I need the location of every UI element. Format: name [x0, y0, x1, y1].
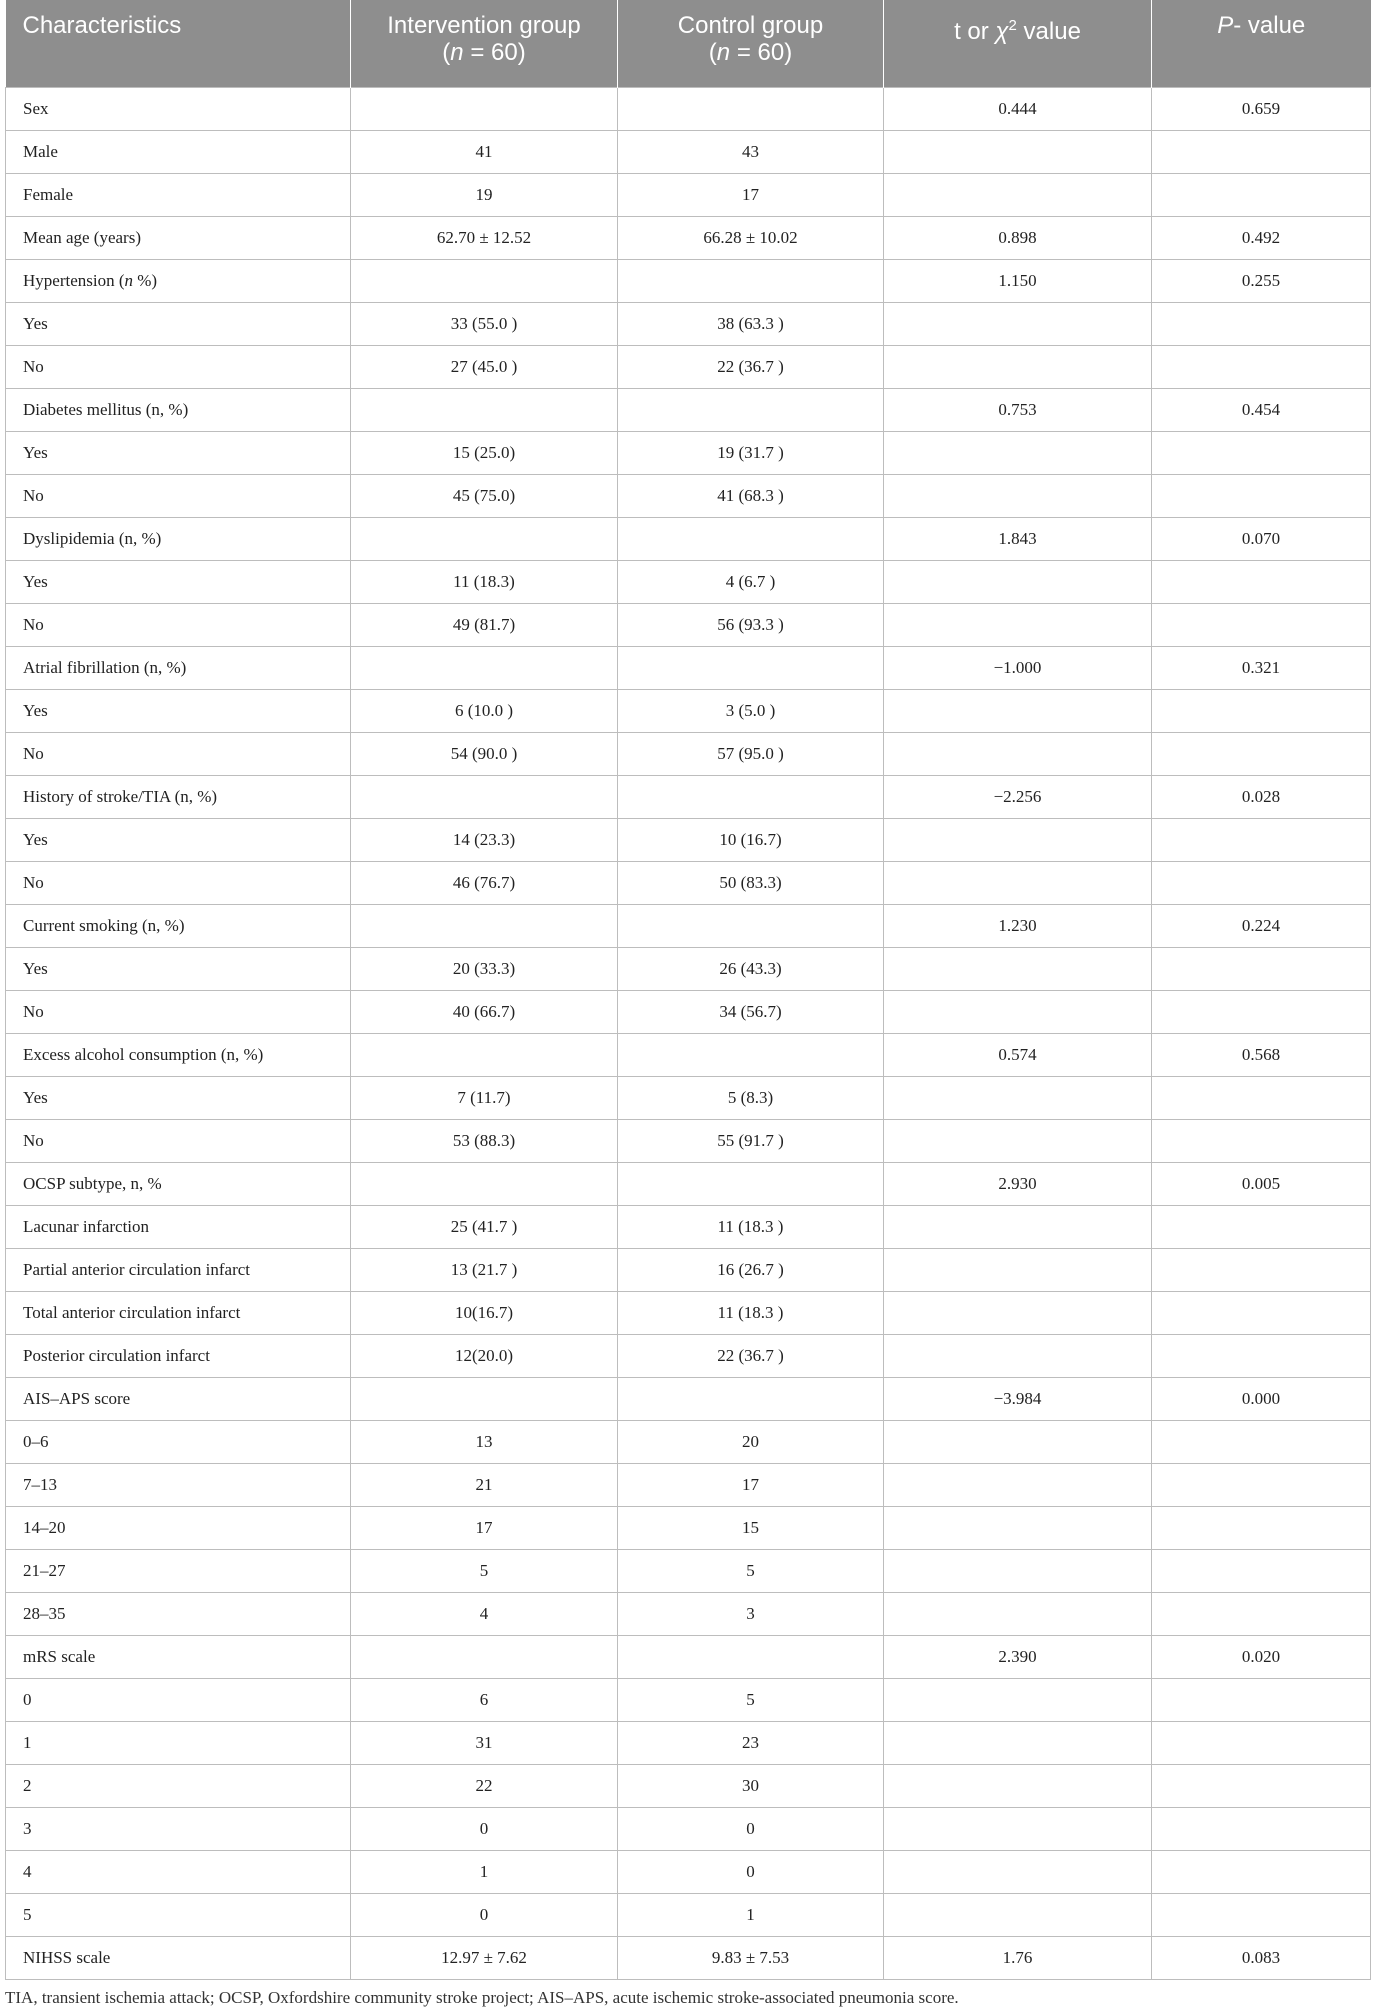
header-control-n: n [716, 39, 731, 66]
cell-intervention: 41 [351, 130, 618, 173]
cell-test-statistic [884, 1807, 1152, 1850]
cell-test-statistic: 0.444 [884, 87, 1152, 130]
header-stat-prefix: t or [954, 18, 996, 45]
table-row [6, 87, 1371, 130]
cell-p-value [1152, 1893, 1371, 1936]
cell-test-statistic: 0.574 [884, 1033, 1152, 1076]
cell-p-value: 0.070 [1152, 517, 1371, 560]
cell-p-value: 0.028 [1152, 775, 1371, 818]
header-characteristics-label: Characteristics [22, 12, 182, 39]
cell-intervention: 40 (66.7) [351, 990, 618, 1033]
cell-control: 50 (83.3) [618, 861, 884, 904]
cell-test-statistic [884, 431, 1152, 474]
cell-characteristic: Yes [6, 431, 351, 474]
cell-characteristic: Total anterior circulation infarct [6, 1291, 351, 1334]
cell-characteristic: 21–27 [6, 1549, 351, 1592]
cell-control [618, 259, 884, 302]
table-row [6, 302, 1371, 345]
cell-control: 16 (26.7 ) [618, 1248, 884, 1291]
cell-intervention [351, 1162, 618, 1205]
cell-intervention: 46 (76.7) [351, 861, 618, 904]
cell-intervention: 7 (11.7) [351, 1076, 618, 1119]
cell-intervention: 12(20.0) [351, 1334, 618, 1377]
cell-intervention: 17 [351, 1506, 618, 1549]
cell-test-statistic [884, 1420, 1152, 1463]
table-row [6, 1076, 1371, 1119]
cell-p-value [1152, 173, 1371, 216]
cell-test-statistic [884, 1076, 1152, 1119]
cell-test-statistic: 1.230 [884, 904, 1152, 947]
cell-test-statistic: 2.390 [884, 1635, 1152, 1678]
cell-p-value [1152, 431, 1371, 474]
cell-p-value [1152, 1119, 1371, 1162]
cell-intervention: 13 [351, 1420, 618, 1463]
cell-characteristic: Yes [6, 302, 351, 345]
cell-control [618, 517, 884, 560]
cell-p-value: 0.659 [1152, 87, 1371, 130]
cell-characteristic: 28–35 [6, 1592, 351, 1635]
cell-intervention: 31 [351, 1721, 618, 1764]
header-stat-suffix: value [1016, 18, 1081, 45]
cell-control: 38 (63.3 ) [618, 302, 884, 345]
cell-characteristic: No [6, 990, 351, 1033]
header-row [6, 0, 1371, 87]
cell-characteristic: No [6, 474, 351, 517]
cell-characteristic: Diabetes mellitus (n, %) [6, 388, 351, 431]
cell-test-statistic: −1.000 [884, 646, 1152, 689]
cell-control: 56 (93.3 ) [618, 603, 884, 646]
cell-test-statistic [884, 1721, 1152, 1764]
cell-characteristic: 0–6 [6, 1420, 351, 1463]
cell-test-statistic: 1.843 [884, 517, 1152, 560]
cell-intervention: 13 (21.7 ) [351, 1248, 618, 1291]
cell-intervention [351, 259, 618, 302]
cell-test-statistic [884, 130, 1152, 173]
cell-intervention: 5 [351, 1549, 618, 1592]
cell-control: 23 [618, 1721, 884, 1764]
header-intervention-count: = 60) [463, 39, 526, 66]
cell-intervention: 0 [351, 1893, 618, 1936]
cell-test-statistic [884, 1205, 1152, 1248]
cell-p-value: 0.083 [1152, 1936, 1371, 1979]
cell-characteristic: Hypertension (n %) [6, 259, 351, 302]
table-row [6, 689, 1371, 732]
cell-test-statistic [884, 173, 1152, 216]
cell-characteristic: 3 [6, 1807, 351, 1850]
cell-control [618, 1377, 884, 1420]
cell-test-statistic [884, 947, 1152, 990]
cell-test-statistic [884, 474, 1152, 517]
cell-control: 4 (6.7 ) [618, 560, 884, 603]
cell-intervention: 33 (55.0 ) [351, 302, 618, 345]
cell-control: 19 (31.7 ) [618, 431, 884, 474]
cell-control: 22 (36.7 ) [618, 345, 884, 388]
cell-p-value [1152, 1076, 1371, 1119]
cell-intervention: 20 (33.3) [351, 947, 618, 990]
cell-p-value [1152, 345, 1371, 388]
cell-characteristic: 4 [6, 1850, 351, 1893]
cell-control [618, 1162, 884, 1205]
cell-p-value [1152, 1248, 1371, 1291]
header-p-suffix: - value [1233, 12, 1306, 39]
cell-characteristic: AIS–APS score [6, 1377, 351, 1420]
header-p-letter: P [1217, 12, 1234, 39]
cell-intervention [351, 1635, 618, 1678]
table-body [6, 87, 1371, 1979]
cell-intervention [351, 1377, 618, 1420]
cell-p-value: 0.224 [1152, 904, 1371, 947]
table-row [6, 1721, 1371, 1764]
table-row [6, 904, 1371, 947]
header-control-label: Control group [677, 12, 824, 39]
cell-test-statistic [884, 1592, 1152, 1635]
cell-characteristic: Excess alcohol consumption (n, %) [6, 1033, 351, 1076]
cell-test-statistic [884, 603, 1152, 646]
cell-test-statistic [884, 861, 1152, 904]
cell-characteristic: Atrial fibrillation (n, %) [6, 646, 351, 689]
cell-control: 26 (43.3) [618, 947, 884, 990]
cell-control: 43 [618, 130, 884, 173]
cell-intervention: 0 [351, 1807, 618, 1850]
cell-test-statistic [884, 1248, 1152, 1291]
cell-p-value [1152, 1291, 1371, 1334]
table-row [6, 1463, 1371, 1506]
cell-control: 30 [618, 1764, 884, 1807]
cell-control: 55 (91.7 ) [618, 1119, 884, 1162]
cell-test-statistic [884, 1334, 1152, 1377]
cell-control: 5 (8.3) [618, 1076, 884, 1119]
italic-n: n [124, 270, 134, 290]
table-row [6, 259, 1371, 302]
cell-test-statistic [884, 560, 1152, 603]
cell-p-value: 0.492 [1152, 216, 1371, 259]
table-row [6, 947, 1371, 990]
header-p-value [1152, 0, 1371, 87]
cell-p-value [1152, 130, 1371, 173]
cell-intervention: 27 (45.0 ) [351, 345, 618, 388]
cell-characteristic: No [6, 1119, 351, 1162]
cell-p-value [1152, 1807, 1371, 1850]
table-row [6, 216, 1371, 259]
table-row [6, 1936, 1371, 1979]
cell-intervention: 10(16.7) [351, 1291, 618, 1334]
cell-p-value [1152, 1463, 1371, 1506]
cell-characteristic: Partial anterior circulation infarct [6, 1248, 351, 1291]
cell-characteristic: 2 [6, 1764, 351, 1807]
cell-characteristic: No [6, 603, 351, 646]
table-row [6, 1807, 1371, 1850]
table-footnote: TIA, transient ischemia attack; OCSP, Oxfordshire community stroke project; AIS–APS, acute ischemic stroke-associated pneumonia score. [5, 1988, 959, 2007]
cell-characteristic: Yes [6, 560, 351, 603]
header-intervention-label: Intervention group [387, 12, 581, 39]
cell-intervention: 45 (75.0) [351, 474, 618, 517]
cell-p-value: 0.020 [1152, 1635, 1371, 1678]
cell-test-statistic: 1.150 [884, 259, 1152, 302]
cell-p-value [1152, 302, 1371, 345]
cell-p-value [1152, 1721, 1371, 1764]
cell-test-statistic [884, 732, 1152, 775]
table-row [6, 1549, 1371, 1592]
cell-control [618, 87, 884, 130]
cell-test-statistic [884, 1506, 1152, 1549]
cell-p-value [1152, 990, 1371, 1033]
cell-characteristic: Current smoking (n, %) [6, 904, 351, 947]
cell-control: 66.28 ± 10.02 [618, 216, 884, 259]
cell-p-value: 0.005 [1152, 1162, 1371, 1205]
cell-control [618, 646, 884, 689]
cell-characteristic: Yes [6, 689, 351, 732]
cell-test-statistic: 0.753 [884, 388, 1152, 431]
table-row [6, 1033, 1371, 1076]
cell-characteristic: Yes [6, 947, 351, 990]
cell-control: 11 (18.3 ) [618, 1291, 884, 1334]
cell-intervention: 53 (88.3) [351, 1119, 618, 1162]
cell-test-statistic: 1.76 [884, 1936, 1152, 1979]
table-row [6, 1162, 1371, 1205]
table-row [6, 1205, 1371, 1248]
cell-control [618, 388, 884, 431]
cell-characteristic: Yes [6, 818, 351, 861]
table-row [6, 646, 1371, 689]
cell-intervention: 4 [351, 1592, 618, 1635]
table-row [6, 1291, 1371, 1334]
header-characteristics [6, 0, 351, 87]
table-row [6, 1377, 1371, 1420]
cell-characteristic: No [6, 345, 351, 388]
cell-characteristic: Yes [6, 1076, 351, 1119]
cell-intervention [351, 388, 618, 431]
cell-characteristic: Sex [6, 87, 351, 130]
table-row [6, 1248, 1371, 1291]
table-row [6, 1592, 1371, 1635]
cell-p-value [1152, 818, 1371, 861]
cell-test-statistic [884, 302, 1152, 345]
cell-p-value [1152, 1420, 1371, 1463]
cell-p-value [1152, 1205, 1371, 1248]
cell-characteristic: 5 [6, 1893, 351, 1936]
cell-characteristic: No [6, 732, 351, 775]
cell-characteristic: 1 [6, 1721, 351, 1764]
header-stat-sup: 2 [1008, 17, 1017, 34]
cell-characteristic: OCSP subtype, n, % [6, 1162, 351, 1205]
cell-control: 15 [618, 1506, 884, 1549]
table-row [6, 861, 1371, 904]
table-row [6, 130, 1371, 173]
cell-intervention [351, 1033, 618, 1076]
table-row [6, 1334, 1371, 1377]
table-row [6, 1635, 1371, 1678]
table-row [6, 1893, 1371, 1936]
header-control-group: Control group (n = 60) [618, 0, 884, 87]
table-row [6, 560, 1371, 603]
cell-control: 11 (18.3 ) [618, 1205, 884, 1248]
table-row [6, 775, 1371, 818]
table-row [6, 517, 1371, 560]
cell-intervention: 12.97 ± 7.62 [351, 1936, 618, 1979]
cell-intervention [351, 87, 618, 130]
header-intervention-n: n [450, 39, 464, 66]
table-row [6, 1506, 1371, 1549]
table-row [6, 1420, 1371, 1463]
table-row [6, 1764, 1371, 1807]
cell-intervention: 11 (18.3) [351, 560, 618, 603]
cell-control: 3 (5.0 ) [618, 689, 884, 732]
cell-characteristic: No [6, 861, 351, 904]
table-row [6, 603, 1371, 646]
cell-test-statistic: −3.984 [884, 1377, 1152, 1420]
cell-characteristic: 14–20 [6, 1506, 351, 1549]
table-row [6, 345, 1371, 388]
cell-test-statistic [884, 345, 1152, 388]
cell-control [618, 775, 884, 818]
cell-p-value: 0.454 [1152, 388, 1371, 431]
table-row [6, 388, 1371, 431]
cell-characteristic: NIHSS scale [6, 1936, 351, 1979]
cell-control: 3 [618, 1592, 884, 1635]
cell-test-statistic [884, 818, 1152, 861]
table-row [6, 1850, 1371, 1893]
cell-test-statistic [884, 1678, 1152, 1721]
cell-p-value [1152, 1549, 1371, 1592]
cell-intervention [351, 775, 618, 818]
cell-characteristic: Female [6, 173, 351, 216]
cell-control [618, 904, 884, 947]
cell-intervention: 49 (81.7) [351, 603, 618, 646]
cell-p-value [1152, 474, 1371, 517]
cell-control [618, 1635, 884, 1678]
cell-p-value [1152, 603, 1371, 646]
cell-intervention: 22 [351, 1764, 618, 1807]
table-row [6, 732, 1371, 775]
cell-p-value [1152, 947, 1371, 990]
cell-intervention [351, 517, 618, 560]
cell-intervention: 54 (90.0 ) [351, 732, 618, 775]
cell-control: 0 [618, 1807, 884, 1850]
cell-characteristic: Dyslipidemia (n, %) [6, 517, 351, 560]
cell-control: 20 [618, 1420, 884, 1463]
cell-test-statistic [884, 689, 1152, 732]
cell-control: 9.83 ± 7.53 [618, 1936, 884, 1979]
cell-control: 5 [618, 1549, 884, 1592]
cell-test-statistic [884, 1549, 1152, 1592]
cell-characteristic: mRS scale [6, 1635, 351, 1678]
cell-test-statistic [884, 1463, 1152, 1506]
cell-intervention [351, 904, 618, 947]
cell-control: 57 (95.0 ) [618, 732, 884, 775]
cell-intervention: 6 (10.0 ) [351, 689, 618, 732]
cell-p-value: 0.321 [1152, 646, 1371, 689]
cell-test-statistic [884, 1764, 1152, 1807]
cell-test-statistic [884, 1893, 1152, 1936]
cell-intervention: 1 [351, 1850, 618, 1893]
header-intervention-group: Intervention group (n = 60) [351, 0, 618, 87]
cell-control [618, 1033, 884, 1076]
table-row [6, 474, 1371, 517]
cell-test-statistic [884, 1850, 1152, 1893]
cell-p-value [1152, 1678, 1371, 1721]
cell-control: 34 (56.7) [618, 990, 884, 1033]
cell-characteristic: 7–13 [6, 1463, 351, 1506]
characteristics-table [5, 0, 1371, 1980]
characteristics-table-container [5, 0, 1370, 1980]
cell-characteristic: Lacunar infarction [6, 1205, 351, 1248]
cell-p-value [1152, 1334, 1371, 1377]
cell-control: 5 [618, 1678, 884, 1721]
cell-p-value: 0.000 [1152, 1377, 1371, 1420]
table-row [6, 173, 1371, 216]
cell-intervention: 15 (25.0) [351, 431, 618, 474]
cell-p-value [1152, 1850, 1371, 1893]
cell-test-statistic [884, 1119, 1152, 1162]
cell-test-statistic: −2.256 [884, 775, 1152, 818]
cell-control: 41 (68.3 ) [618, 474, 884, 517]
cell-p-value [1152, 1764, 1371, 1807]
header-test-statistic [884, 0, 1152, 87]
cell-characteristic: Male [6, 130, 351, 173]
table-row [6, 818, 1371, 861]
cell-characteristic: History of stroke/TIA (n, %) [6, 775, 351, 818]
cell-intervention: 14 (23.3) [351, 818, 618, 861]
cell-p-value [1152, 861, 1371, 904]
cell-control: 0 [618, 1850, 884, 1893]
header-stat-chi: χ [995, 18, 1009, 45]
cell-test-statistic: 0.898 [884, 216, 1152, 259]
header-control-count: = 60) [730, 39, 793, 66]
cell-intervention: 6 [351, 1678, 618, 1721]
cell-control: 22 (36.7 ) [618, 1334, 884, 1377]
cell-intervention: 25 (41.7 ) [351, 1205, 618, 1248]
table-row [6, 990, 1371, 1033]
cell-characteristic: Posterior circulation infarct [6, 1334, 351, 1377]
cell-intervention: 19 [351, 173, 618, 216]
cell-control: 17 [618, 173, 884, 216]
table-row [6, 431, 1371, 474]
cell-control: 10 (16.7) [618, 818, 884, 861]
cell-test-statistic [884, 990, 1152, 1033]
cell-p-value [1152, 1506, 1371, 1549]
cell-test-statistic [884, 1291, 1152, 1334]
cell-test-statistic: 2.930 [884, 1162, 1152, 1205]
cell-intervention: 21 [351, 1463, 618, 1506]
cell-intervention: 62.70 ± 12.52 [351, 216, 618, 259]
cell-control: 17 [618, 1463, 884, 1506]
cell-p-value: 0.255 [1152, 259, 1371, 302]
cell-p-value [1152, 560, 1371, 603]
cell-characteristic: 0 [6, 1678, 351, 1721]
cell-p-value: 0.568 [1152, 1033, 1371, 1076]
table-row [6, 1119, 1371, 1162]
cell-characteristic: Mean age (years) [6, 216, 351, 259]
table-header [6, 0, 1371, 87]
cell-p-value [1152, 732, 1371, 775]
cell-intervention [351, 646, 618, 689]
cell-control: 1 [618, 1893, 884, 1936]
cell-p-value [1152, 689, 1371, 732]
table-row [6, 1678, 1371, 1721]
cell-p-value [1152, 1592, 1371, 1635]
